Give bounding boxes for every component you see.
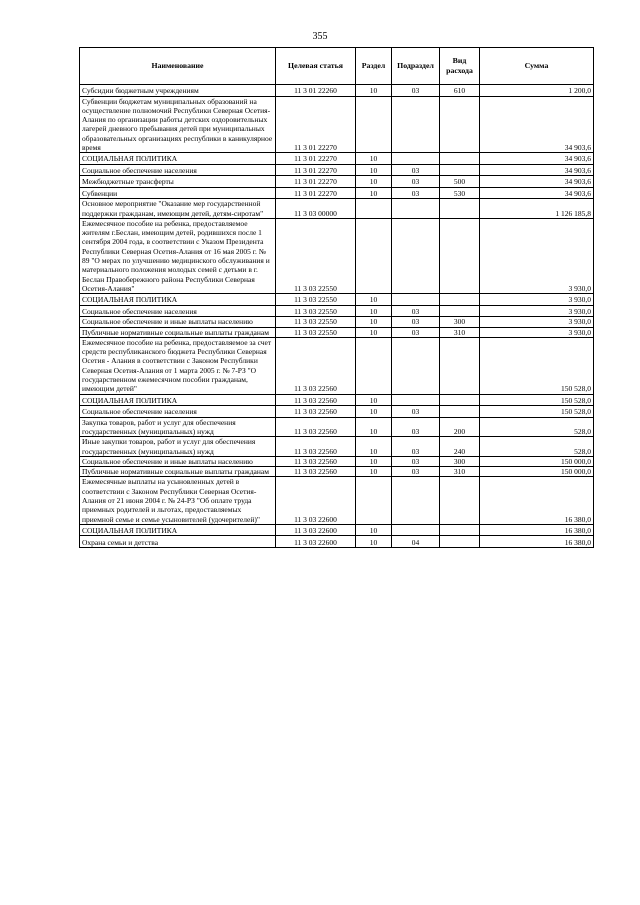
table-row	[80, 176, 594, 188]
cell-name: Субвенции	[80, 187, 276, 199]
cell-subsection	[392, 199, 440, 219]
cell-sum: 34 903,6	[480, 187, 594, 199]
cell-subsection	[392, 153, 440, 165]
cell-section: 10	[356, 317, 392, 327]
cell-code: 11 3 03 22550	[276, 294, 356, 306]
cell-subsection	[392, 218, 440, 293]
cell-kind	[440, 524, 480, 536]
cell-kind	[440, 294, 480, 306]
cell-code: 11 3 01 22270	[276, 153, 356, 165]
cell-code: 11 3 03 22600	[276, 536, 356, 548]
cell-sum: 528,0	[480, 417, 594, 437]
table-row	[80, 524, 594, 536]
cell-name: Публичные нормативные социальные выплаты гражданам	[80, 327, 276, 337]
header-section: Раздел	[356, 48, 392, 85]
table-row	[80, 294, 594, 306]
cell-code: 11 3 03 22560	[276, 406, 356, 418]
table-row	[80, 187, 594, 199]
cell-name: Социальное обеспечение населения	[80, 164, 276, 176]
cell-code: 11 3 01 22260	[276, 85, 356, 97]
cell-sum: 1 126 185,8	[480, 199, 594, 219]
cell-kind	[440, 305, 480, 317]
cell-name: Охрана семьи и детства	[80, 536, 276, 548]
table-row	[80, 456, 594, 466]
table-row	[80, 417, 594, 437]
cell-name: Ежемесячное пособие на ребенка, предоставляемое за счет средств республиканского бюджета Республики Северная Осетия - Алания в соответствии с Законом Республики Северная Осетия-Алания от 1 марта 2005 г. № 7-РЗ "О государственном ежемесячном пособии гражданам, имеющим детей"	[80, 337, 276, 394]
cell-code: 11 3 01 22270	[276, 187, 356, 199]
cell-subsection	[392, 524, 440, 536]
cell-subsection: 04	[392, 536, 440, 548]
cell-code: 11 3 03 22560	[276, 437, 356, 457]
cell-subsection: 03	[392, 406, 440, 418]
cell-kind: 240	[440, 437, 480, 457]
cell-name: Социальное обеспечение населения	[80, 305, 276, 317]
table-row	[80, 218, 594, 293]
cell-section: 10	[356, 187, 392, 199]
cell-code: 11 3 03 22560	[276, 337, 356, 394]
cell-sum: 34 903,6	[480, 153, 594, 165]
table-row	[80, 317, 594, 327]
cell-name: Иные закупки товаров, работ и услуг для обеспечения государственных (муниципальных) нужд	[80, 437, 276, 457]
cell-name: Публичные нормативные социальные выплаты гражданам	[80, 467, 276, 477]
table-row	[80, 406, 594, 418]
cell-kind	[440, 406, 480, 418]
table-row	[80, 153, 594, 165]
header-sum: Сумма	[480, 48, 594, 85]
table-body	[80, 85, 594, 548]
cell-subsection: 03	[392, 417, 440, 437]
cell-name: Основное мероприятие "Оказание мер государственной поддержки гражданам, имеющим детей, детям-сиротам"	[80, 199, 276, 219]
cell-subsection: 03	[392, 317, 440, 327]
cell-sum: 150 528,0	[480, 394, 594, 406]
cell-section: 10	[356, 524, 392, 536]
cell-code: 11 3 03 22600	[276, 524, 356, 536]
cell-code: 11 3 03 22560	[276, 417, 356, 437]
cell-kind: 530	[440, 187, 480, 199]
cell-kind	[440, 536, 480, 548]
cell-name: Социальное обеспечение и иные выплаты населению	[80, 317, 276, 327]
table-header-row	[80, 48, 594, 85]
table-row	[80, 536, 594, 548]
cell-subsection: 03	[392, 176, 440, 188]
cell-name: Субсидии бюджетным учреждениям	[80, 85, 276, 97]
cell-subsection: 03	[392, 305, 440, 317]
cell-name: Межбюджетные трансферты	[80, 176, 276, 188]
cell-kind: 500	[440, 176, 480, 188]
table-row	[80, 85, 594, 97]
cell-section: 10	[356, 437, 392, 457]
cell-sum: 16 380,0	[480, 477, 594, 524]
table-row	[80, 305, 594, 317]
cell-name: Социальное обеспечение населения	[80, 406, 276, 418]
cell-kind: 310	[440, 467, 480, 477]
cell-code: 11 3 03 22550	[276, 218, 356, 293]
cell-section: 10	[356, 294, 392, 306]
header-code: Целевая статья	[276, 48, 356, 85]
cell-sum: 150 528,0	[480, 337, 594, 394]
cell-code: 11 3 01 22270	[276, 176, 356, 188]
cell-section	[356, 218, 392, 293]
cell-sum: 3 930,0	[480, 317, 594, 327]
cell-section: 10	[356, 456, 392, 466]
cell-name: СОЦИАЛЬНАЯ ПОЛИТИКА	[80, 394, 276, 406]
cell-kind	[440, 337, 480, 394]
cell-kind: 310	[440, 327, 480, 337]
table-row	[80, 327, 594, 337]
cell-kind	[440, 96, 480, 153]
cell-name: СОЦИАЛЬНАЯ ПОЛИТИКА	[80, 153, 276, 165]
cell-sum: 34 903,6	[480, 176, 594, 188]
cell-name: Ежемесячные выплаты на усыновленных детей в соответствии с Законом Республики Северная Осетия-Алания от 21 июня 2004 г. № 24-РЗ "Об оплате труда приемных родителей и льготах, предоставляемых приемной семье и семье усыновителей (удочерителей)"	[80, 477, 276, 524]
cell-kind	[440, 164, 480, 176]
cell-code: 11 3 03 22560	[276, 467, 356, 477]
table-row	[80, 437, 594, 457]
cell-name: Социальное обеспечение и иные выплаты населению	[80, 456, 276, 466]
cell-kind	[440, 153, 480, 165]
cell-kind: 610	[440, 85, 480, 97]
table-row	[80, 199, 594, 219]
cell-section	[356, 337, 392, 394]
page-number: 355	[312, 31, 328, 42]
cell-section	[356, 477, 392, 524]
cell-section: 10	[356, 536, 392, 548]
cell-code: 11 3 01 22270	[276, 164, 356, 176]
cell-sum: 528,0	[480, 437, 594, 457]
table-row	[80, 337, 594, 394]
cell-code: 11 3 03 22560	[276, 456, 356, 466]
cell-subsection	[392, 394, 440, 406]
cell-sum: 3 930,0	[480, 218, 594, 293]
cell-sum: 3 930,0	[480, 294, 594, 306]
cell-section: 10	[356, 327, 392, 337]
cell-subsection: 03	[392, 437, 440, 457]
cell-name: Закупка товаров, работ и услуг для обеспечения государственных (муниципальных) нужд	[80, 417, 276, 437]
cell-section: 10	[356, 394, 392, 406]
cell-section: 10	[356, 176, 392, 188]
cell-sum: 16 380,0	[480, 524, 594, 536]
header-subsection: Подраздел	[392, 48, 440, 85]
cell-section: 10	[356, 467, 392, 477]
cell-code: 11 3 03 22550	[276, 305, 356, 317]
cell-subsection: 03	[392, 327, 440, 337]
cell-subsection	[392, 337, 440, 394]
cell-subsection: 03	[392, 164, 440, 176]
cell-kind	[440, 218, 480, 293]
cell-section: 10	[356, 164, 392, 176]
cell-name: СОЦИАЛЬНАЯ ПОЛИТИКА	[80, 524, 276, 536]
cell-sum: 34 903,6	[480, 96, 594, 153]
cell-sum: 150 528,0	[480, 406, 594, 418]
cell-code: 11 3 03 22600	[276, 477, 356, 524]
cell-sum: 150 000,0	[480, 456, 594, 466]
cell-subsection: 03	[392, 85, 440, 97]
cell-section: 10	[356, 406, 392, 418]
table-row	[80, 394, 594, 406]
cell-name: Субвенции бюджетам муниципальных образований на осуществление полномочий Республики Северная Осетия-Алания по организации работы детских оздоровительных лагерей дневного пребывания детей при муниципальных образовательных организациях республики в каникулярное время	[80, 96, 276, 153]
cell-section: 10	[356, 417, 392, 437]
table-row	[80, 96, 594, 153]
cell-name: СОЦИАЛЬНАЯ ПОЛИТИКА	[80, 294, 276, 306]
cell-subsection	[392, 294, 440, 306]
cell-sum: 150 000,0	[480, 467, 594, 477]
table-row	[80, 164, 594, 176]
cell-sum: 34 903,6	[480, 164, 594, 176]
cell-name: Ежемесячное пособие на ребенка, предоставляемое жителям г.Беслан, имеющим детей, родившихся после 1 сентября 2004 года, в соответствии с Указом Президента Республики Северная Осетия-Алания от 16 мая 2005 г. № 89 "О мерах по улучшению медицинского обслуживания и материального положения молодых семей с детьми в г. Беслан Правобережного района Республики Северная Осетия-Алания"	[80, 218, 276, 293]
cell-kind: 200	[440, 417, 480, 437]
table-row	[80, 477, 594, 524]
cell-section	[356, 199, 392, 219]
cell-code: 11 3 03 22550	[276, 317, 356, 327]
cell-sum: 3 930,0	[480, 327, 594, 337]
cell-subsection: 03	[392, 467, 440, 477]
cell-kind: 300	[440, 456, 480, 466]
header-name: Наименование	[80, 48, 276, 85]
cell-subsection	[392, 96, 440, 153]
cell-sum: 3 930,0	[480, 305, 594, 317]
cell-subsection	[392, 477, 440, 524]
cell-section: 10	[356, 153, 392, 165]
header-kind: Вид расхода	[440, 48, 480, 85]
cell-kind: 300	[440, 317, 480, 327]
cell-subsection: 03	[392, 187, 440, 199]
cell-section	[356, 96, 392, 153]
cell-subsection: 03	[392, 456, 440, 466]
table-row	[80, 467, 594, 477]
cell-code: 11 3 01 22270	[276, 96, 356, 153]
cell-kind	[440, 199, 480, 219]
cell-section: 10	[356, 85, 392, 97]
cell-code: 11 3 03 00000	[276, 199, 356, 219]
budget-table	[79, 47, 594, 548]
cell-code: 11 3 03 22560	[276, 394, 356, 406]
cell-kind	[440, 394, 480, 406]
cell-sum: 1 200,0	[480, 85, 594, 97]
cell-code: 11 3 03 22550	[276, 327, 356, 337]
cell-kind	[440, 477, 480, 524]
cell-section: 10	[356, 305, 392, 317]
cell-sum: 16 380,0	[480, 536, 594, 548]
